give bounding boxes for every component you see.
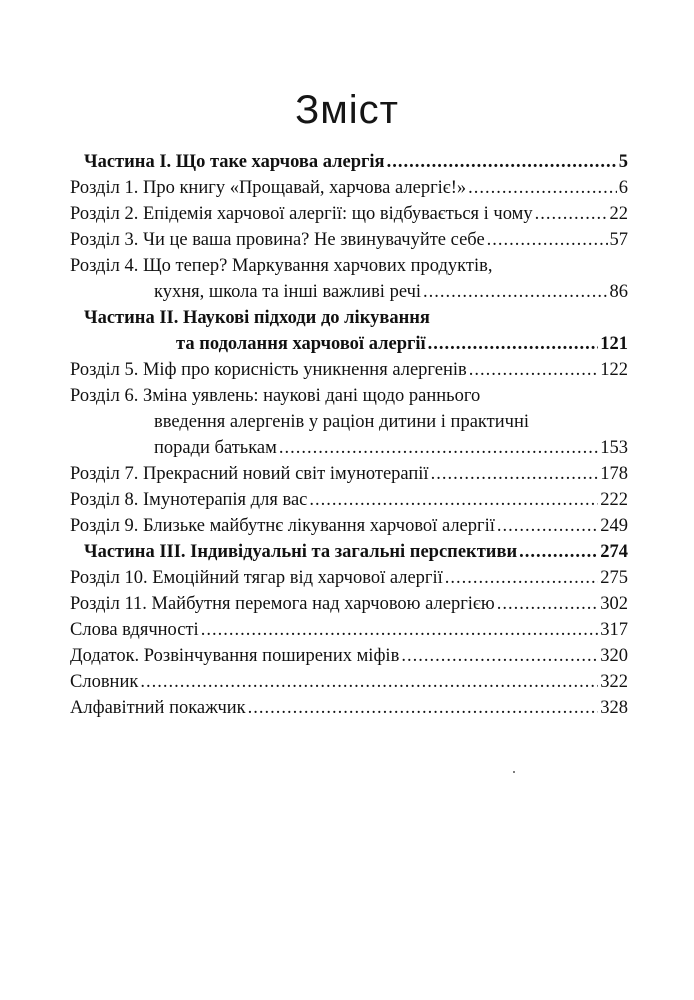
- toc-entry-label: Розділ 9. Близьке майбутнє лікування харчової алергії: [70, 516, 495, 536]
- toc-chapter-6[interactable]: [70, 438, 628, 464]
- toc-entry-continuation: поради батькам: [154, 438, 277, 458]
- toc-dot-leader: [497, 516, 598, 537]
- toc-entry-label: Розділ 7. Прекрасний новий світ імунотерапії: [70, 464, 429, 484]
- toc-dot-leader: [445, 568, 598, 589]
- toc-chapter-4[interactable]: [70, 282, 628, 308]
- toc-dot-leader: [468, 178, 617, 199]
- toc-index[interactable]: [70, 698, 628, 724]
- toc-dot-leader: [279, 438, 598, 459]
- toc-dot-leader: [535, 204, 608, 225]
- toc-dot-leader: [497, 594, 599, 615]
- toc-page-number: 274: [600, 542, 628, 562]
- toc-entry-continuation: кухня, школа та інші важливі речі: [154, 282, 422, 302]
- toc-dot-leader: [423, 282, 607, 303]
- toc-chapter-5[interactable]: [70, 360, 628, 386]
- toc-entry-label: Частина III. Індивідуальні та загальні перспективи: [84, 542, 518, 562]
- toc-chapter-8[interactable]: [70, 490, 628, 516]
- toc-page-number: 302: [600, 594, 628, 614]
- toc-entry-label: Розділ 3. Чи це ваша провина? Не звинувачуйте себе: [70, 230, 485, 250]
- toc-dot-leader: [201, 620, 599, 641]
- toc-appendix[interactable]: [70, 646, 628, 672]
- toc-entry-label: Алфавітний покажчик: [70, 698, 246, 718]
- toc-entry-label: Розділ 11. Майбутня перемога над харчовою алергією: [70, 594, 495, 614]
- toc-dot-leader: [469, 360, 599, 381]
- toc-part-2[interactable]: [70, 334, 628, 360]
- toc-entry-label: Слова вдячності: [70, 620, 199, 640]
- toc-entry-label: Словник: [70, 672, 139, 692]
- toc-page-number: 6: [618, 178, 628, 198]
- toc-chapter-2[interactable]: [70, 204, 628, 230]
- toc-dot-leader: [309, 490, 598, 511]
- toc-chapter-9[interactable]: [70, 516, 628, 542]
- toc-chapter-4-title[interactable]: Розділ 4. Що тепер? Маркування харчових продуктів,: [70, 256, 493, 276]
- toc-page-number: 22: [609, 204, 628, 224]
- toc-page-number: 317: [600, 620, 628, 640]
- toc-chapter-7[interactable]: [70, 464, 628, 490]
- toc-page-number: 153: [600, 438, 628, 458]
- toc-page-number: 86: [609, 282, 628, 302]
- toc-dot-leader: [487, 230, 608, 251]
- toc-page-number: 222: [600, 490, 628, 510]
- toc-dot-leader: [248, 698, 599, 719]
- toc-entry-label: Частина I. Що таке харчова алергія: [84, 152, 385, 172]
- toc-entry-label: Додаток. Розвінчування поширених міфів: [70, 646, 400, 666]
- toc-page-number: 122: [600, 360, 628, 380]
- toc-entry-label: Розділ 8. Імунотерапія для вас: [70, 490, 308, 510]
- toc-page-number: 275: [600, 568, 628, 588]
- toc-entry-label: Розділ 1. Про книгу «Прощавай, харчова алергіє!»: [70, 178, 467, 198]
- toc-dot-leader: [401, 646, 598, 667]
- toc-entry-continuation: та подолання харчової алергії: [176, 334, 426, 354]
- toc-dot-leader: [519, 542, 598, 563]
- toc-entry-label: Розділ 2. Епідемія харчової алергії: що відбувається і чому: [70, 204, 533, 224]
- toc-chapter-11[interactable]: [70, 594, 628, 620]
- toc-part-1[interactable]: [70, 152, 628, 178]
- toc-dot-leader: [140, 672, 598, 693]
- toc-part-2-title[interactable]: Частина II. Наукові підходи до лікування: [84, 308, 430, 328]
- toc-dot-leader: [387, 152, 617, 173]
- toc-chapter-1[interactable]: [70, 178, 628, 204]
- toc-chapter-3[interactable]: [70, 230, 628, 256]
- toc-page-number: 5: [618, 152, 628, 172]
- toc-dot-leader: [428, 334, 599, 355]
- page-title: Зміст: [295, 88, 399, 132]
- toc-page-number: 249: [600, 516, 628, 536]
- toc-chapter-6-title[interactable]: Розділ 6. Зміна уявлень: наукові дані щодо раннього: [70, 386, 481, 406]
- toc-page-number: 178: [600, 464, 628, 484]
- toc-part-3[interactable]: [70, 542, 628, 568]
- toc-page-number: 121: [600, 334, 628, 354]
- table-of-contents: [70, 152, 628, 724]
- scan-speck: [513, 771, 515, 773]
- toc-page-number: 322: [600, 672, 628, 692]
- toc-entry-label: Розділ 5. Міф про корисність уникнення алергенів: [70, 360, 467, 380]
- toc-glossary[interactable]: [70, 672, 628, 698]
- toc-page-number: 320: [600, 646, 628, 666]
- toc-entry-label: Розділ 10. Емоційний тягар від харчової алергії: [70, 568, 443, 588]
- toc-acknowledgements[interactable]: [70, 620, 628, 646]
- toc-chapter-6-continuation: введення алергенів у раціон дитини і практичні: [154, 412, 529, 432]
- toc-page-number: 57: [609, 230, 628, 250]
- toc-dot-leader: [431, 464, 599, 485]
- toc-page-number: 328: [600, 698, 628, 718]
- toc-chapter-10[interactable]: [70, 568, 628, 594]
